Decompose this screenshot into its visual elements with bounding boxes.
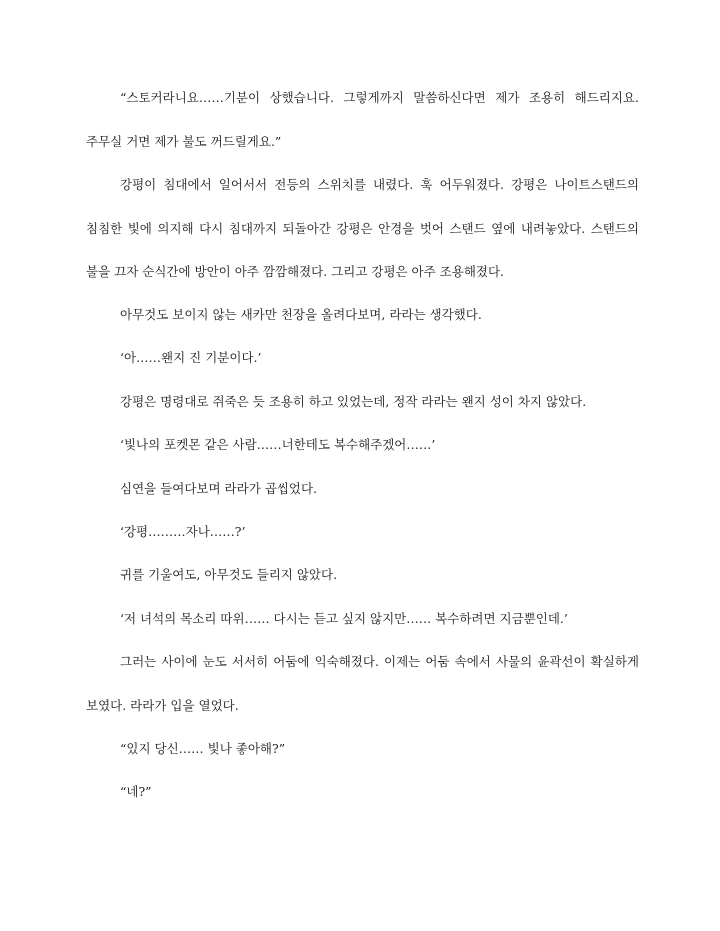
paragraph-6: ‘빛나의 포켓몬 같은 사람……너한테도 복수해주겠어……’ — [120, 437, 436, 452]
paragraph-13: “네?” — [120, 784, 152, 799]
paragraph-10: ‘저 녀석의 목소리 따위…… 다시는 듣고 싶지 않지만…… 복수하려면 지금뿐인데.’ — [120, 611, 568, 626]
paragraph-5: 강평은 명령대로 쥐죽은 듯 조용히 하고 있었는데, 정작 라라는 왠지 성이 차지 않았다. — [120, 394, 587, 409]
paragraph-12: “있지 당신…… 빛나 좋아해?” — [120, 741, 286, 756]
paragraph-3: 아무것도 보이지 않는 새카만 천장을 올려다보며, 라라는 생각했다. — [120, 307, 482, 322]
paragraph-8: ‘강평………자나……?’ — [120, 524, 246, 539]
paragraph-11: 그러는 사이에 눈도 서서히 어둠에 익숙해졌다. 이제는 어둠 속에서 사물의 윤곽선이 확실하게 보였다. 라라가 입을 열었다. — [86, 654, 639, 713]
paragraph-2: 강평이 침대에서 일어서서 전등의 스위치를 내렸다. 훅 어두워졌다. 강평은 나이트스탠드의 침침한 빛에 의지해 다시 침대까지 되돌아간 강평은 안경을 벗어 스탠드 옆에 내려놓았다. 스탠드의 불을 끄자 순식간에 방안이 아주 깜깜해졌다. 그리고 강평은 아주 조용해졌다. — [86, 177, 639, 279]
paragraph-4: ‘아……왠지 진 기분이다.’ — [120, 350, 262, 365]
paragraph-9: 귀를 기울여도, 아무것도 들리지 않았다. — [120, 567, 338, 582]
paragraph-7: 심연을 들여다보며 라라가 곱씹었다. — [120, 481, 318, 496]
paragraph-1: “스토커라니요……기분이 상했습니다. 그렇게까지 말씀하신다면 제가 조용히 해드리지요. 주무실 거면 제가 불도 꺼드릴게요.” — [86, 90, 639, 149]
